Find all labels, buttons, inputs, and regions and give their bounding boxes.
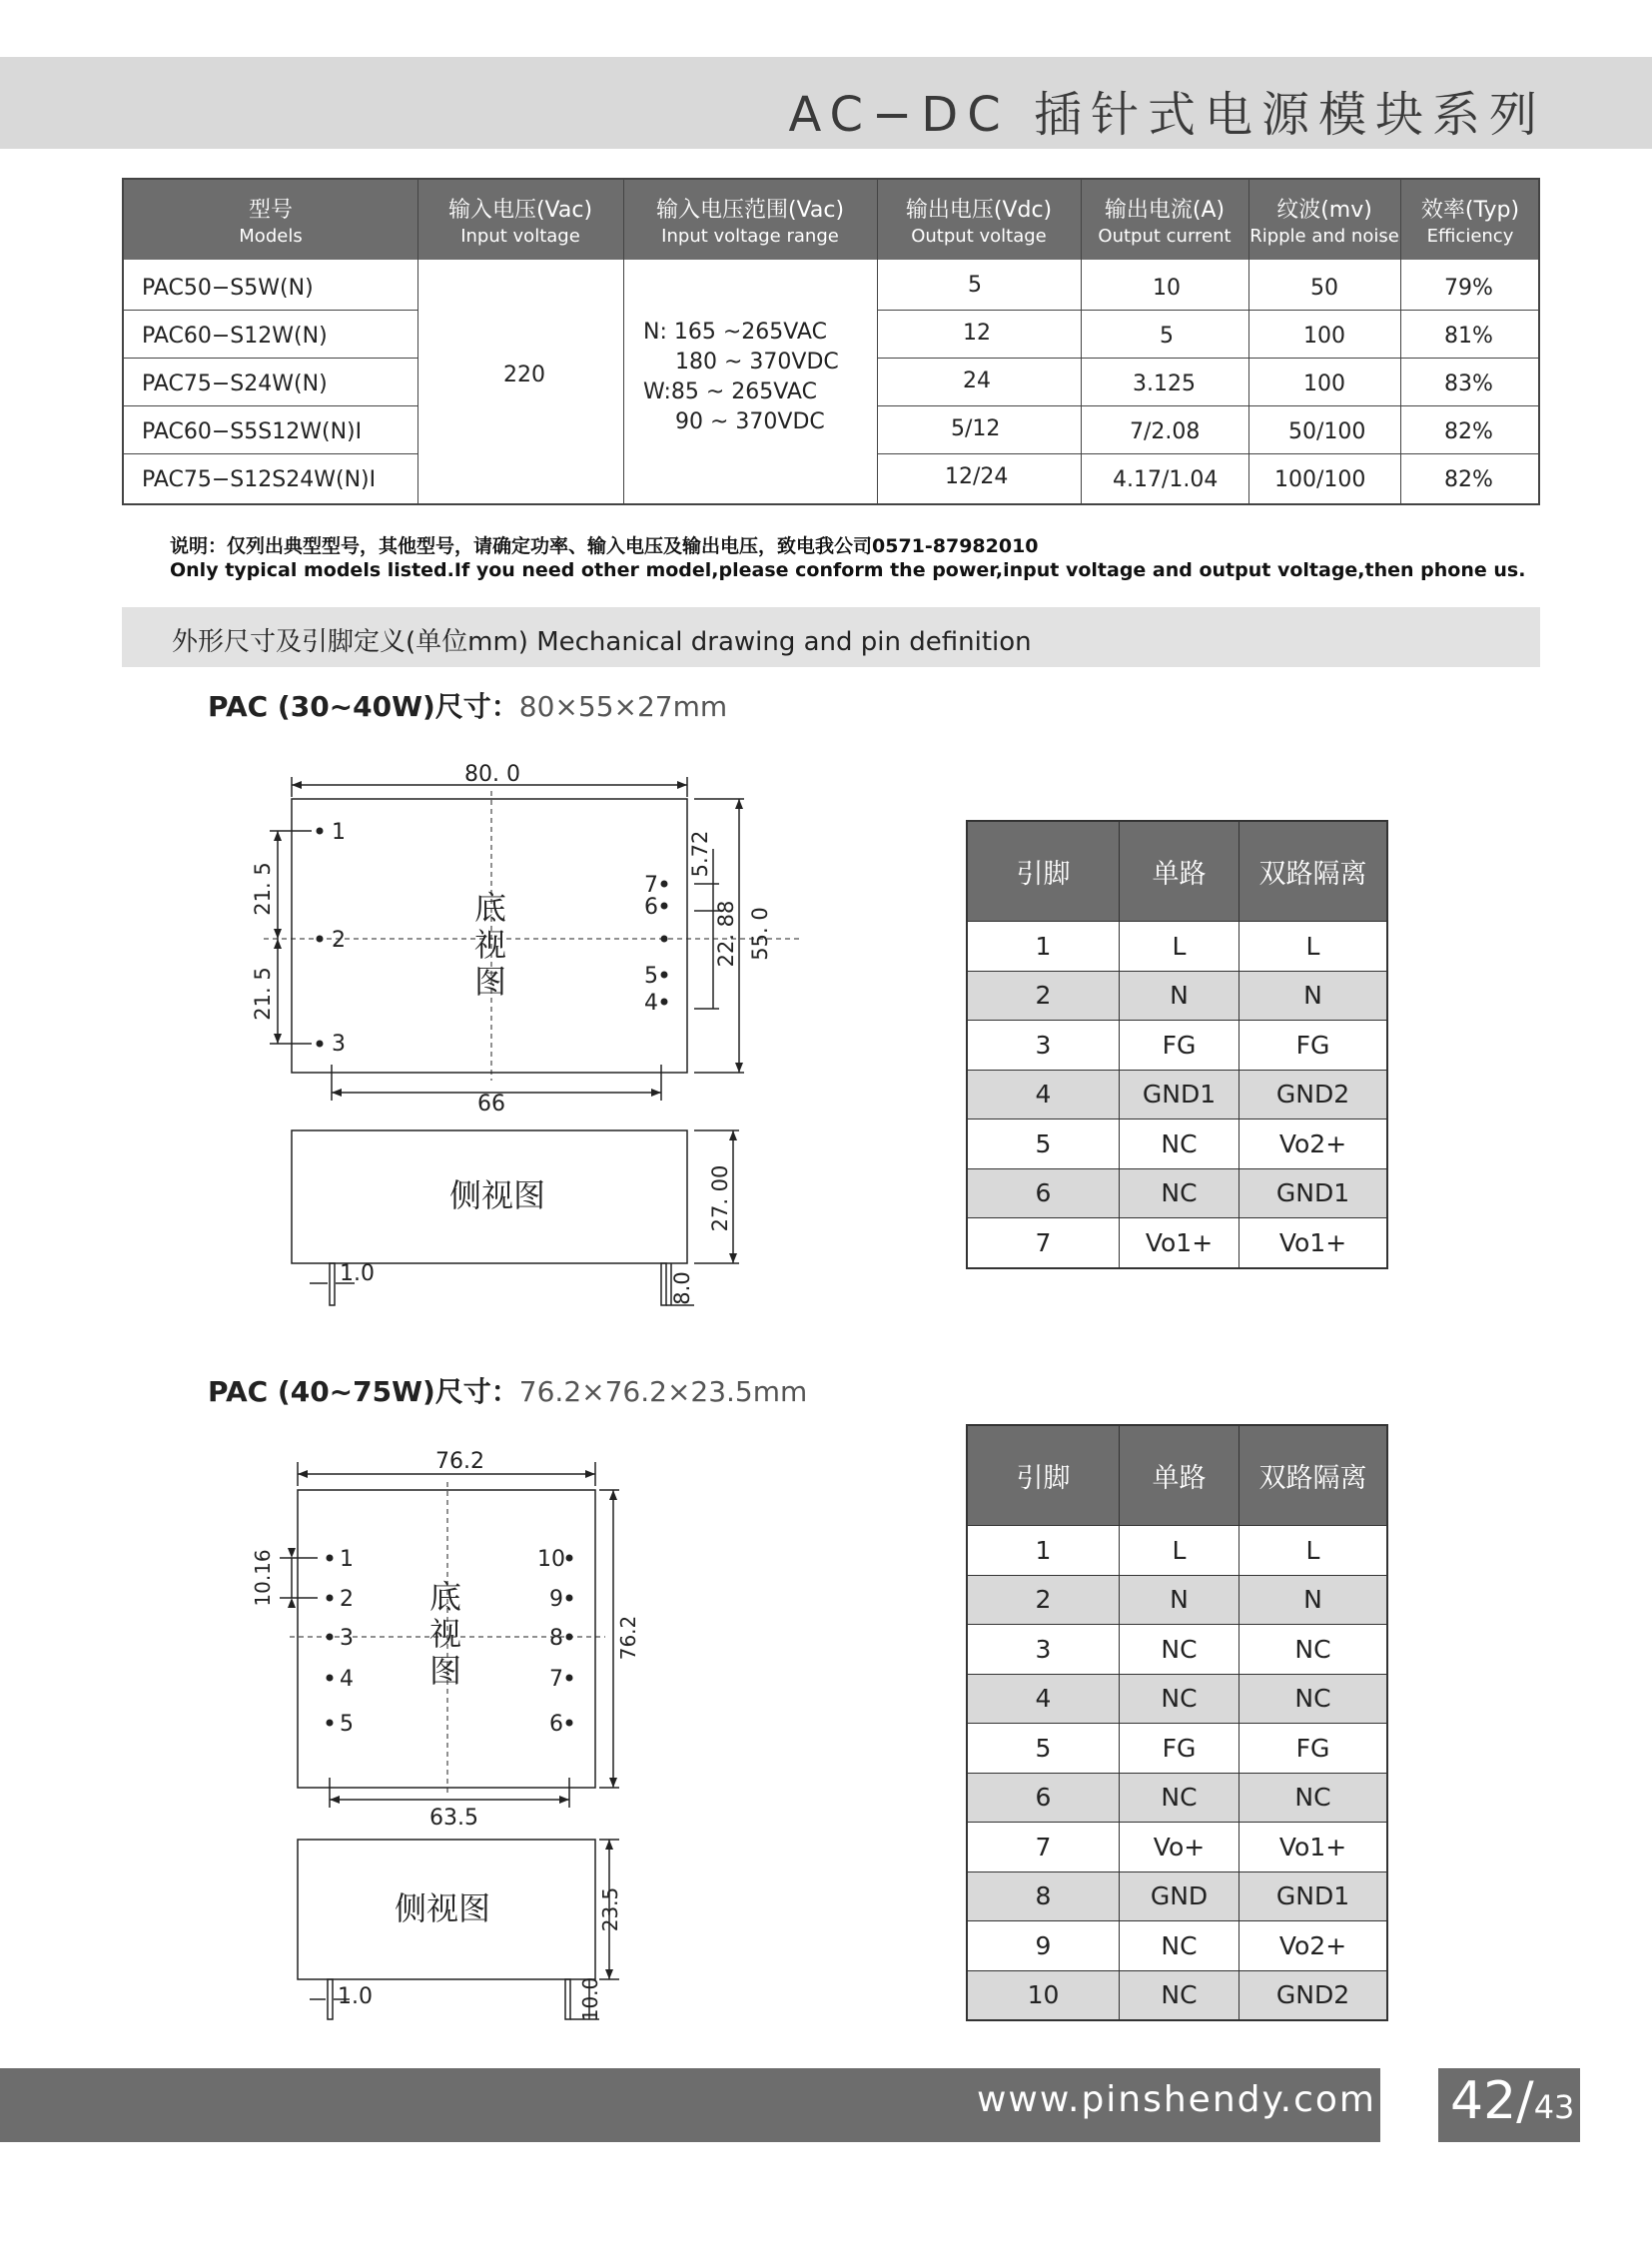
pin-label: 5: [340, 1712, 354, 1737]
dim-pitch-label: 10.16: [251, 1549, 275, 1607]
dim-depth-label: 27. 00: [708, 1164, 732, 1232]
table-row: 4 NC NC: [968, 1674, 1386, 1724]
dim-pin-length-label: 8.0: [670, 1271, 694, 1305]
bottom-view-label: 底: [429, 1578, 462, 1616]
grid-line: [877, 180, 878, 503]
iout-cell: 10: [1153, 276, 1181, 301]
grid-line: [124, 310, 417, 311]
bottom-view-label: 视: [429, 1615, 462, 1653]
pin-label: 4: [644, 991, 658, 1016]
model-cell: PAC60−S12W(N): [142, 324, 328, 349]
pin-label: 1: [340, 1547, 354, 1572]
pin-label: 7: [549, 1667, 563, 1692]
page-number: 42/43: [1450, 2071, 1575, 2131]
header-ripple: 纹波(mv) Ripple and noise: [1249, 198, 1399, 247]
bottom-view-label: 视: [474, 926, 507, 964]
iout-cell: 7/2.08: [1130, 419, 1201, 444]
efficiency-cell: 82%: [1444, 419, 1493, 444]
dim-height-label: 76.2: [616, 1615, 640, 1661]
ripple-cell: 100/100: [1274, 467, 1366, 492]
ripple-cell: 50: [1310, 276, 1338, 301]
pin-diameter-label: 1.0: [340, 1261, 375, 1286]
ripple-cell: 100: [1303, 372, 1345, 396]
vout-cell: 5/12: [951, 416, 1001, 441]
table-row: 7 Vo+ Vo1+: [968, 1822, 1386, 1871]
iout-cell: 4.17/1.04: [1113, 467, 1219, 492]
vout-cell: 12/24: [945, 464, 1009, 489]
pin-table-header: 引脚 单路 双路隔离: [968, 1426, 1386, 1525]
pin-label: 3: [340, 1626, 354, 1651]
dim-gap-label: 5.72: [688, 830, 712, 878]
dim-pin-span-label: 63.5: [429, 1806, 478, 1831]
table-row: 4 GND1 GND2: [968, 1070, 1386, 1120]
table-row: 2 N N: [968, 1575, 1386, 1625]
input-voltage-cell: 220: [503, 363, 545, 387]
grid-line: [1400, 180, 1401, 503]
pin-label: 3: [332, 1032, 346, 1057]
grid-line: [877, 405, 1538, 406]
efficiency-cell: 83%: [1444, 372, 1493, 396]
grid-line: [623, 180, 624, 503]
iout-cell: 3.125: [1133, 372, 1196, 396]
header-output-voltage: 输出电压(Vdc) Output voltage: [905, 198, 1053, 247]
dim-width-label: 80. 0: [464, 762, 520, 787]
dim-pin-length-label: 10.0: [578, 1976, 602, 2022]
table-row: 6 NC GND1: [968, 1168, 1386, 1218]
grid-line: [124, 453, 417, 454]
model-cell: PAC60−S5S12W(N)I: [142, 419, 363, 444]
efficiency-cell: 82%: [1444, 467, 1493, 492]
pin-diameter-label: 1.0: [338, 1984, 373, 2009]
model-cell: PAC75−S24W(N): [142, 372, 328, 396]
note-zh: 说明：仅列出典型型号，其他型号，请确定功率、输入电压及输出电压，致电我公司0571-87982010: [170, 535, 1039, 557]
grid-line: [877, 453, 1538, 454]
input-range-line: 180 ~ 370VDC: [675, 350, 839, 374]
section-title: 外形尺寸及引脚定义(单位mm) Mechanical drawing and pin definition: [172, 627, 1032, 657]
dim-title-1: PAC (30~40W)尺寸：80×55×27mm: [208, 690, 728, 723]
ripple-cell: 50/100: [1288, 419, 1366, 444]
dim-width-label: 76.2: [435, 1449, 484, 1474]
pin-label: 2: [332, 928, 346, 953]
dim-pitch-label: 21. 5: [251, 862, 275, 916]
page-title: AC−DC 插针式电源模块系列: [788, 87, 1546, 143]
dim-height-label: 55. 0: [748, 907, 772, 961]
pin-label: 6: [549, 1712, 563, 1737]
dim-gap-label: 22. 88: [714, 900, 738, 968]
vout-cell: 12: [963, 321, 991, 346]
input-range-line: N: 165 ~265VAC: [643, 320, 827, 345]
grid-line: [124, 405, 417, 406]
drawing-40-75w: [240, 1438, 679, 2037]
dim-title-2: PAC (40~75W)尺寸：76.2×76.2×23.5mm: [208, 1375, 808, 1408]
model-cell: PAC75−S12S24W(N)I: [142, 467, 377, 492]
table-row: 1 L L: [968, 1525, 1386, 1575]
bottom-view-label: 图: [429, 1652, 462, 1690]
grid-line: [124, 358, 417, 359]
table-row: 5 NC Vo2+: [968, 1119, 1386, 1168]
header-input-range: 输入电压范围(Vac) Input voltage range: [655, 198, 845, 247]
efficiency-cell: 79%: [1444, 276, 1493, 301]
side-view-label: 侧视图: [449, 1176, 546, 1214]
table-row: 9 NC Vo2+: [968, 1920, 1386, 1970]
table-row: 7 Vo1+ Vo1+: [968, 1217, 1386, 1267]
table-row: 10 NC GND2: [968, 1970, 1386, 2020]
table-row: 3 NC NC: [968, 1624, 1386, 1674]
note-en: Only typical models listed.If you need other model,please conform the power,input voltage and output voltage,then phone us.: [170, 559, 1526, 581]
bottom-view-label: 图: [474, 963, 507, 1001]
table-row: 2 N N: [968, 971, 1386, 1021]
bottom-view-label: 底: [474, 889, 507, 927]
pin-label: 10: [537, 1547, 565, 1572]
grid-line: [1081, 180, 1082, 503]
table-row: 6 NC NC: [968, 1773, 1386, 1823]
pin-table-header: 引脚 单路 双路隔离: [968, 822, 1386, 921]
dim-depth-label: 23.5: [598, 1886, 622, 1932]
header-output-current: 输出电流(A) Output current: [1098, 198, 1232, 247]
website-url[interactable]: www.pinshendy.com: [976, 2079, 1376, 2120]
vout-cell: 24: [963, 369, 991, 393]
ripple-cell: 100: [1303, 324, 1345, 349]
grid-line: [877, 358, 1538, 359]
dim-pin-span-label: 66: [477, 1092, 505, 1117]
pin-label: 8: [549, 1626, 563, 1651]
table-row: 8 GND GND1: [968, 1871, 1386, 1921]
iout-cell: 5: [1160, 324, 1174, 349]
pin-table-1: [966, 820, 1388, 1269]
header-models: 型号 Models: [239, 198, 303, 247]
vout-cell: 5: [968, 273, 982, 298]
table-row: 5 FG FG: [968, 1723, 1386, 1773]
pin-label: 6: [644, 895, 658, 920]
table-row: 3 FG FG: [968, 1020, 1386, 1070]
pin-label: 1: [332, 820, 346, 845]
pin-label: 2: [340, 1587, 354, 1612]
header-efficiency: 效率(Typ) Efficiency: [1420, 198, 1520, 247]
side-view-label: 侧视图: [395, 1889, 491, 1927]
grid-line: [1248, 180, 1249, 503]
input-range-line: W:85 ~ 265VAC: [643, 379, 817, 404]
pin-label: 4: [340, 1667, 354, 1692]
table-row: 1 L L: [968, 921, 1386, 971]
pin-table-2: [966, 1424, 1388, 2021]
efficiency-cell: 81%: [1444, 324, 1493, 349]
grid-line: [417, 180, 418, 503]
dim-pitch-label: 21. 5: [251, 967, 275, 1021]
model-cell: PAC50−S5W(N): [142, 276, 314, 301]
pin-label: 7: [644, 873, 658, 898]
spec-table: [122, 178, 1540, 505]
drawing-30-40w: [240, 749, 819, 1318]
pin-label: 5: [644, 964, 658, 989]
header-input-voltage: 输入电压(Vac) Input voltage: [447, 198, 593, 247]
pin-label: 9: [549, 1587, 563, 1612]
grid-line: [877, 310, 1538, 311]
input-range-line: 90 ~ 370VDC: [675, 409, 825, 434]
